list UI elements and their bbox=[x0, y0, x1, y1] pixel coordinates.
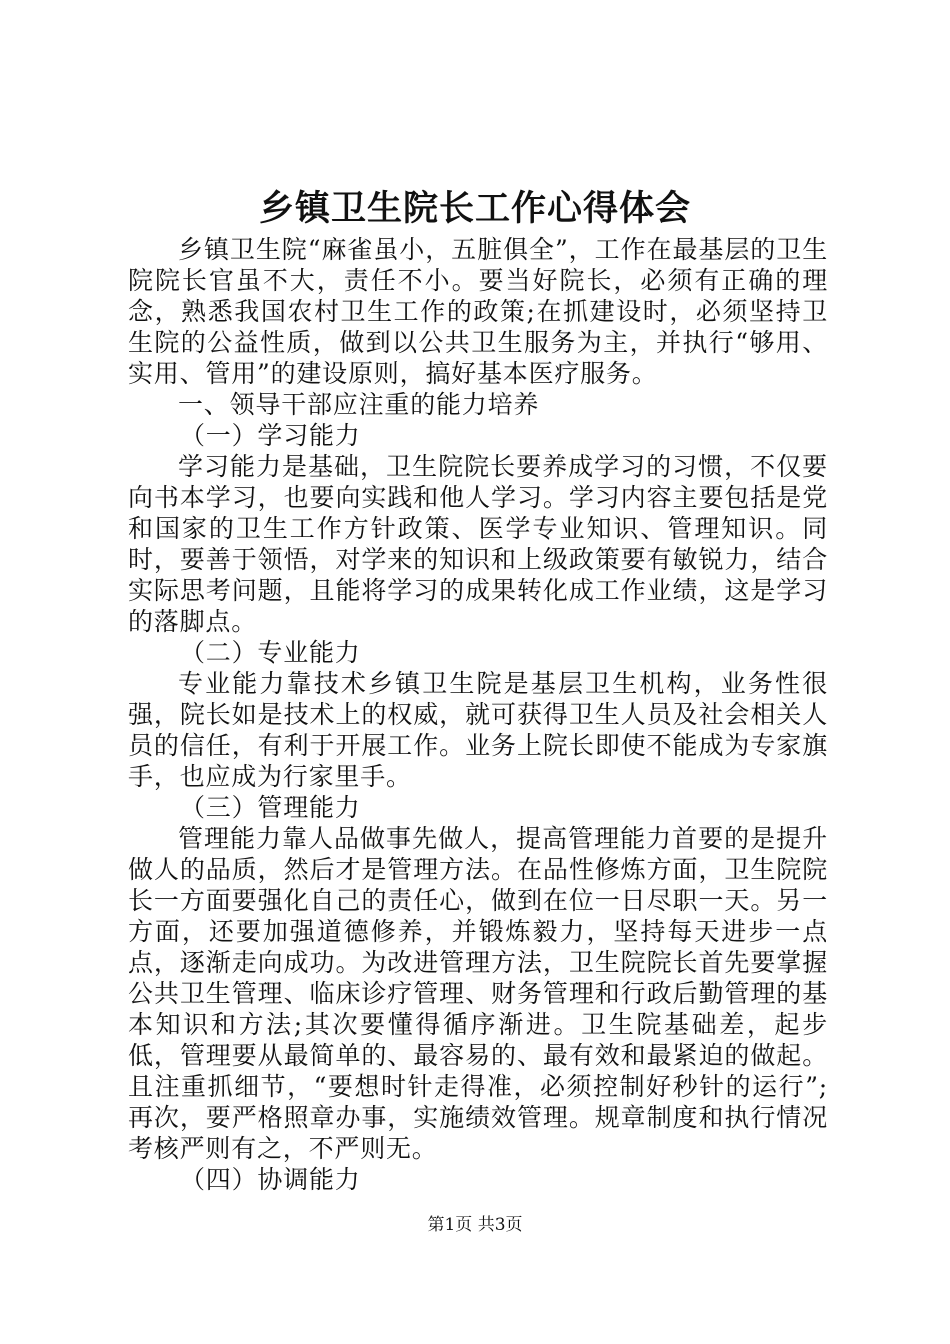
document-body bbox=[128, 234, 828, 1195]
section-heading-1: 一、领导干部应注重的能力培养 bbox=[178, 390, 540, 419]
subsection-heading-management: （三）管理能力 bbox=[180, 793, 361, 822]
subsection-heading-learning: （一）学习能力 bbox=[180, 421, 361, 450]
subsection-heading-professional: （二）专业能力 bbox=[180, 638, 361, 667]
management-paragraph: 管理能力靠人品做事先做人，提高管理能力首要的是提升做人的品质，然后才是管理方法。在品性修炼方面，卫生院院长一方面要强化自己的责任心，做到在位一日尽职一天。另一方面，还要加强道德修养，并锻炼毅力，坚持每天进步一点点，逐渐走向成功。为改进管理方法，卫生院院长首先要掌握公共卫生管理、临床诊疗管理、财务管理和行政后勤管理的基本知识和方法;其次要懂得循序渐进。卫生院基础差，起步低，管理要从最简单的、最容易的、最有效和最紧迫的做起。且注重抓细节，“要想时针走得准，必须控制好秒针的运行”;再次，要严格照章办事，实施绩效管理。规章制度和执行情况考核严则有之，不严则无。 bbox=[128, 824, 828, 1163]
professional-paragraph: 专业能力靠技术乡镇卫生院是基层卫生机构，业务性很强，院长如是技术上的权威，就可获得卫生人员及社会相关人员的信任，有利于开展工作。业务上院长即使不能成为专家旗手，也应成为行家里手。 bbox=[128, 669, 828, 791]
intro-paragraph: 乡镇卫生院“麻雀虽小，五脏俱全”，工作在最基层的卫生院院长官虽不大，责任不小。要当好院长，必须有正确的理念，熟悉我国农村卫生工作的政策;在抓建设时，必须坚持卫生院的公益性质，做到以公共卫生服务为主，并执行“够用、实用、管用”的建设原则，搞好基本医疗服务。 bbox=[128, 235, 828, 388]
page-number-footer: 第1页 共3页 bbox=[427, 1215, 523, 1235]
subsection-heading-coordination: （四）协调能力 bbox=[180, 1165, 361, 1194]
learning-paragraph: 学习能力是基础，卫生院院长要养成学习的习惯，不仅要向书本学习，也要向实践和他人学习。学习内容主要包括是党和国家的卫生工作方针政策、医学专业知识、管理知识。同时，要善于领悟，对学来的知识和上级政策要有敏锐力，结合实际思考问题，且能将学习的成果转化成工作业绩，这是学习的落脚点。 bbox=[128, 452, 828, 636]
document-title: 乡镇卫生院长工作心得体会 bbox=[258, 188, 691, 229]
